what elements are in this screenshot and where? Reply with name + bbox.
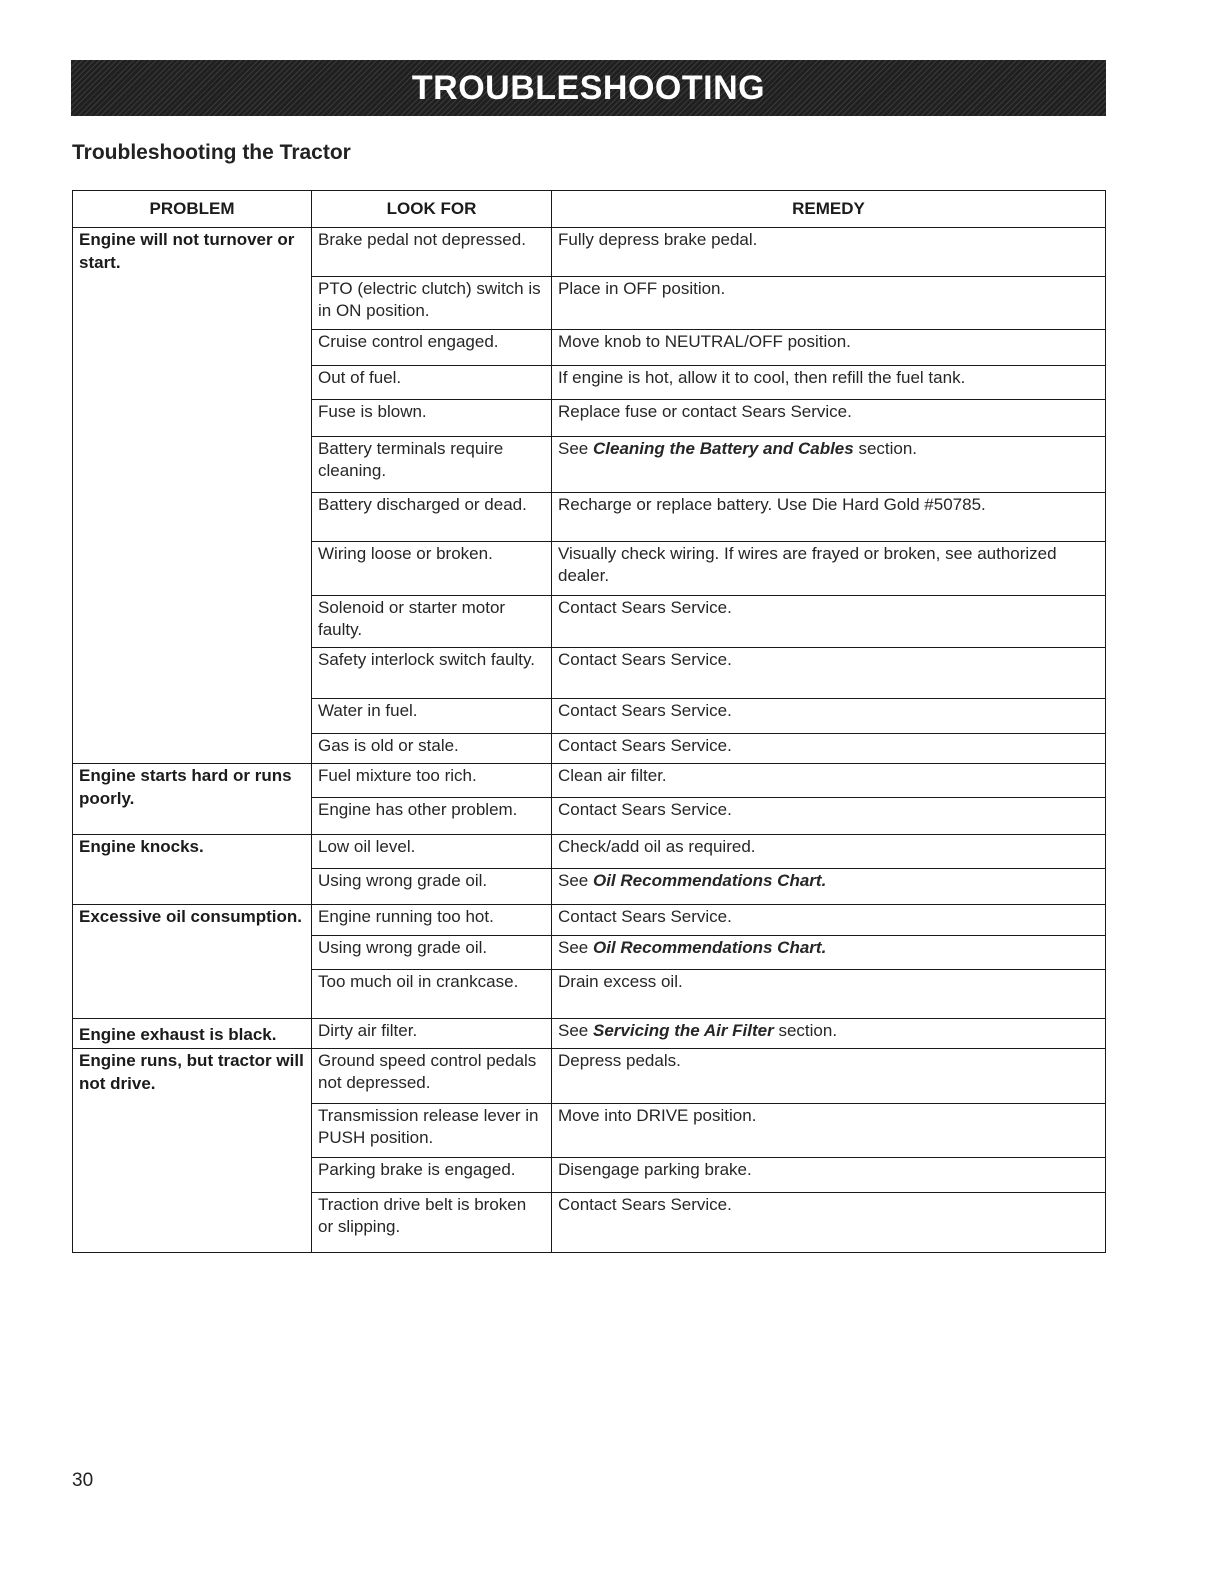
remedy-cell: Place in OFF position. xyxy=(552,277,1106,330)
look-for-cell: PTO (electric clutch) switch is in ON position. xyxy=(312,277,552,330)
look-for-cell: Battery discharged or dead. xyxy=(312,493,552,542)
remedy-cell: Contact Sears Service. xyxy=(552,596,1106,648)
page-number: 30 xyxy=(72,1470,94,1491)
remedy-section-reference: Cleaning the Battery and Cables xyxy=(592,439,854,458)
look-for-cell: Traction drive belt is broken or slipping. xyxy=(312,1193,552,1253)
remedy-cell: Recharge or replace battery. Use Die Hard Gold #50785. xyxy=(552,493,1106,542)
problem-cell: Engine knocks. xyxy=(73,835,312,905)
remedy-cell: Depress pedals. xyxy=(552,1049,1106,1104)
remedy-cell xyxy=(552,437,1106,493)
look-for-cell: Low oil level. xyxy=(312,835,552,869)
look-for-cell: Battery terminals require cleaning. xyxy=(312,437,552,493)
remedy-cell: Contact Sears Service. xyxy=(552,798,1106,835)
remedy-cell xyxy=(552,936,1106,970)
remedy-cell: If engine is hot, allow it to cool, then refill the fuel tank. xyxy=(552,366,1106,400)
column-header-look-for: LOOK FOR xyxy=(312,191,552,228)
remedy-cell: Contact Sears Service. xyxy=(552,648,1106,699)
problem-cell: Excessive oil consumption. xyxy=(73,905,312,1019)
look-for-cell: Too much oil in crankcase. xyxy=(312,970,552,1019)
look-for-cell: Using wrong grade oil. xyxy=(312,936,552,970)
remedy-cell: Check/add oil as required. xyxy=(552,835,1106,869)
problem-cell: Engine will not turnover or start. xyxy=(73,228,312,764)
look-for-cell: Dirty air filter. xyxy=(312,1019,552,1049)
table-row xyxy=(73,1019,1106,1049)
table-row xyxy=(73,764,1106,798)
remedy-text: section. xyxy=(853,439,918,458)
remedy-cell: Contact Sears Service. xyxy=(552,1193,1106,1253)
look-for-cell: Wiring loose or broken. xyxy=(312,542,552,596)
problem-cell: Engine runs, but tractor will not drive. xyxy=(73,1049,312,1253)
header-banner xyxy=(71,60,1106,116)
troubleshooting-table xyxy=(72,190,1106,1253)
remedy-text: See xyxy=(558,1021,593,1040)
remedy-text: See xyxy=(558,871,593,890)
look-for-cell: Using wrong grade oil. xyxy=(312,869,552,905)
table-header-row xyxy=(73,191,1106,228)
look-for-cell: Engine has other problem. xyxy=(312,798,552,835)
look-for-cell: Fuel mixture too rich. xyxy=(312,764,552,798)
look-for-cell: Ground speed control pedals not depressed. xyxy=(312,1049,552,1104)
remedy-cell xyxy=(552,1019,1106,1049)
remedy-cell: Move into DRIVE position. xyxy=(552,1104,1106,1158)
look-for-cell: Water in fuel. xyxy=(312,699,552,734)
remedy-section-reference: Oil Recommendations Chart. xyxy=(592,938,827,957)
remedy-cell: Contact Sears Service. xyxy=(552,699,1106,734)
remedy-cell: Contact Sears Service. xyxy=(552,905,1106,936)
look-for-cell: Brake pedal not depressed. xyxy=(312,228,552,277)
look-for-cell: Gas is old or stale. xyxy=(312,734,552,764)
look-for-cell: Safety interlock switch faulty. xyxy=(312,648,552,699)
look-for-cell: Fuse is blown. xyxy=(312,400,552,437)
remedy-text: See xyxy=(558,938,593,957)
problem-cell: Engine starts hard or runs poorly. xyxy=(73,764,312,835)
remedy-cell xyxy=(552,869,1106,905)
remedy-cell: Clean air filter. xyxy=(552,764,1106,798)
remedy-cell: Drain excess oil. xyxy=(552,970,1106,1019)
remedy-cell: Contact Sears Service. xyxy=(552,734,1106,764)
remedy-cell: Replace fuse or contact Sears Service. xyxy=(552,400,1106,437)
look-for-cell: Parking brake is engaged. xyxy=(312,1158,552,1193)
remedy-cell: Move knob to NEUTRAL/OFF position. xyxy=(552,330,1106,366)
look-for-cell: Cruise control engaged. xyxy=(312,330,552,366)
problem-cell: Engine exhaust is black. xyxy=(73,1019,312,1049)
remedy-cell: Visually check wiring. If wires are frayed or broken, see authorized dealer. xyxy=(552,542,1106,596)
look-for-cell: Transmission release lever in PUSH position. xyxy=(312,1104,552,1158)
look-for-cell: Solenoid or starter motor faulty. xyxy=(312,596,552,648)
section-title: Troubleshooting the Tractor xyxy=(72,141,351,164)
table-row xyxy=(73,228,1106,277)
remedy-text: section. xyxy=(773,1021,838,1040)
table-row xyxy=(73,1049,1106,1104)
banner-title: TROUBLESHOOTING xyxy=(411,68,766,107)
look-for-cell: Out of fuel. xyxy=(312,366,552,400)
remedy-section-reference: Servicing the Air Filter xyxy=(592,1021,774,1040)
table-row xyxy=(73,905,1106,936)
remedy-cell: Disengage parking brake. xyxy=(552,1158,1106,1193)
column-header-problem: PROBLEM xyxy=(73,191,312,228)
look-for-cell: Engine running too hot. xyxy=(312,905,552,936)
column-header-remedy: REMEDY xyxy=(552,191,1106,228)
remedy-cell: Fully depress brake pedal. xyxy=(552,228,1106,277)
remedy-text: See xyxy=(558,439,593,458)
table-row xyxy=(73,835,1106,869)
remedy-section-reference: Oil Recommendations Chart. xyxy=(592,871,827,890)
